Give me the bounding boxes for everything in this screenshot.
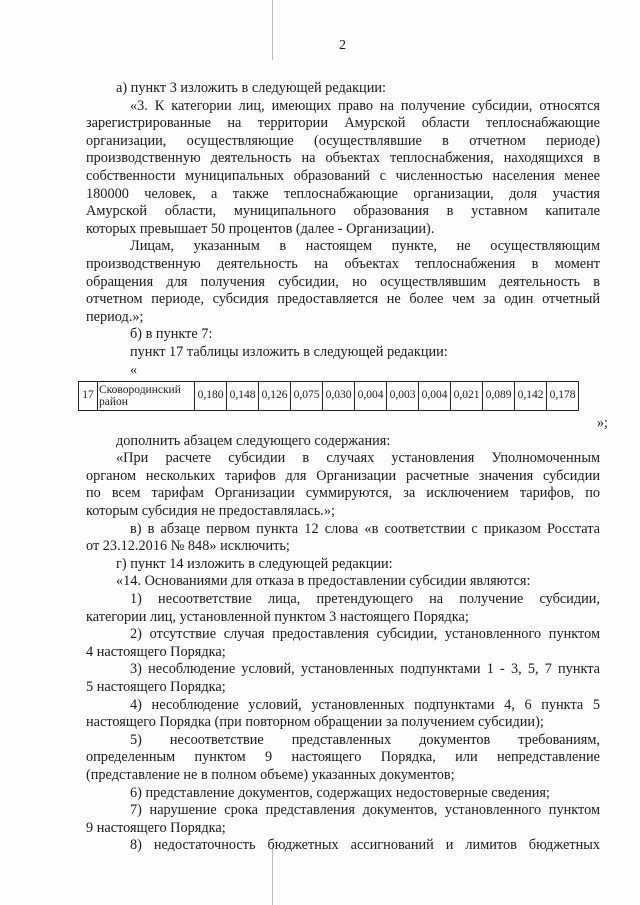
table-cell-value: 0,021 <box>451 382 483 411</box>
paragraph-line: 4 настоящего Порядка; <box>86 643 226 660</box>
table-cell-value: 0,142 <box>515 382 547 411</box>
table-cell-value: 0,178 <box>547 382 579 411</box>
table-cell-value: 0,003 <box>387 382 419 411</box>
paragraph-line: Лицам, указанным в настоящем пункте, не осуществляющим <box>130 238 600 255</box>
paragraph-line: (представление не в полном объеме) указанных документов; <box>86 766 455 783</box>
table-cell-value: 0,180 <box>195 382 227 411</box>
document-body <box>82 80 608 855</box>
table-cell-value: 0,030 <box>323 382 355 411</box>
table-cell-value: 0,004 <box>355 382 387 411</box>
paragraph-line: « <box>130 361 138 378</box>
page-number: 2 <box>339 38 346 53</box>
paragraph-line: в) в абзаце первом пункта 12 слова «в соответствии с приказом Росстата <box>130 520 600 537</box>
paragraph-line: которых превышает 50 процентов (далее - Организации). <box>86 220 435 237</box>
paragraph-line: 3) несоблюдение условий, установленных подпунктами 1 - 3, 5, 7 пункта <box>130 661 600 678</box>
paragraph-line: 7) нарушение срока представления документов, установленного пунктом <box>130 802 600 819</box>
paragraph-line: 2) отсутствие случая предоставления субсидии, установленного пунктом <box>130 626 600 643</box>
paragraph-line: обращения для получения субсидии, но осуществлявшим деятельность в <box>86 273 600 290</box>
paragraph-line: 1) несоответствие лица, претендующего на получение субсидии, <box>130 591 600 608</box>
closing-quote: »; <box>596 415 608 432</box>
paragraph-line: определенным пунктом 9 настоящего Порядка, или непредставление <box>86 749 600 766</box>
table-cell-value: 0,126 <box>259 382 291 411</box>
paragraph-line: Амурской области, муниципального образования в уставном капитале <box>86 203 600 220</box>
paragraph-line: 6) представление документов, содержащих недостоверные сведения; <box>130 784 550 801</box>
paragraph-line: период.»; <box>86 308 144 325</box>
paragraph-line: дополнить абзацем следующего содержания: <box>116 432 391 449</box>
paragraph-line: 180000 человек, а также теплоснабжающие организации, доля участия <box>86 185 600 202</box>
table-cell-value: 0,148 <box>227 382 259 411</box>
paragraph-line: пункт 17 таблицы изложить в следующей редакции: <box>130 343 448 360</box>
paragraph-line: б) в пункте 7: <box>130 326 213 343</box>
paragraph-line: производственную деятельность на объектах теплоснабжения, находящихся в <box>86 150 600 167</box>
table-cell-value: 0,075 <box>291 382 323 411</box>
paragraph-line: от 23.12.2016 № 848» исключить; <box>86 538 290 555</box>
paragraph-line: зарегистрированные на территории Амурской области теплоснабжающие <box>86 115 600 132</box>
subsidy-table <box>78 381 579 411</box>
paragraph-line: 5 настоящего Порядка; <box>86 679 226 695</box>
paragraph-line: 9 настоящего Порядка; <box>86 819 226 836</box>
paragraph-line: которым субсидия не предоставлялась.»; <box>86 503 335 520</box>
paragraph-line: а) пункт 3 изложить в следующей редакции: <box>116 80 386 96</box>
paragraph-line: органом нескольких тарифов для Организации расчетные значения субсидии <box>86 467 600 484</box>
paragraph-line: 8) недостаточность бюджетных ассигнований и лимитов бюджетных <box>130 837 600 854</box>
table-cell-value: 0,004 <box>419 382 451 411</box>
paragraph-line: г) пункт 14 изложить в следующей редакции: <box>116 555 393 572</box>
table-cell-name: Сковородинский район <box>98 382 195 411</box>
paragraph-line: по всем тарифам Организации суммируются, за исключением тарифов, по <box>86 485 600 502</box>
table-cell-value: 0,089 <box>483 382 515 411</box>
paragraph-line: 5) несоответствие представленных документов требованиям, <box>130 731 600 748</box>
paragraph-line: «3. К категории лиц, имеющих право на получение субсидии, относятся <box>130 97 600 114</box>
paragraph-line: организации, осуществляющие (осуществлявшие в отчетном периоде) <box>86 132 600 149</box>
paragraph-line: категории лиц, установленной пунктом 3 настоящего Порядка; <box>86 608 469 625</box>
paragraph-line: отчетном периоде, субсидия предоставляется не более чем за один отчетный <box>86 291 600 308</box>
paragraph-line: «При расчете субсидии в случаях установления Уполномоченным <box>116 450 600 467</box>
paragraph-line: собственности муниципальных образований с численностью населения менее <box>86 167 600 184</box>
table-cell-number: 17 <box>79 382 98 411</box>
paragraph-line: производственную деятельность на объектах теплоснабжения в момент <box>86 255 600 272</box>
paragraph-line: настоящего Порядка (при повторном обращении за получением субсидии); <box>86 714 544 731</box>
fold-line-top <box>272 0 273 60</box>
table-row <box>79 382 579 411</box>
paragraph-line: 4) несоблюдение условий, установленных подпунктами 4, 6 пункта 5 <box>130 696 600 713</box>
paragraph-line: «14. Основаниями для отказа в предоставлении субсидии являются: <box>116 573 531 590</box>
